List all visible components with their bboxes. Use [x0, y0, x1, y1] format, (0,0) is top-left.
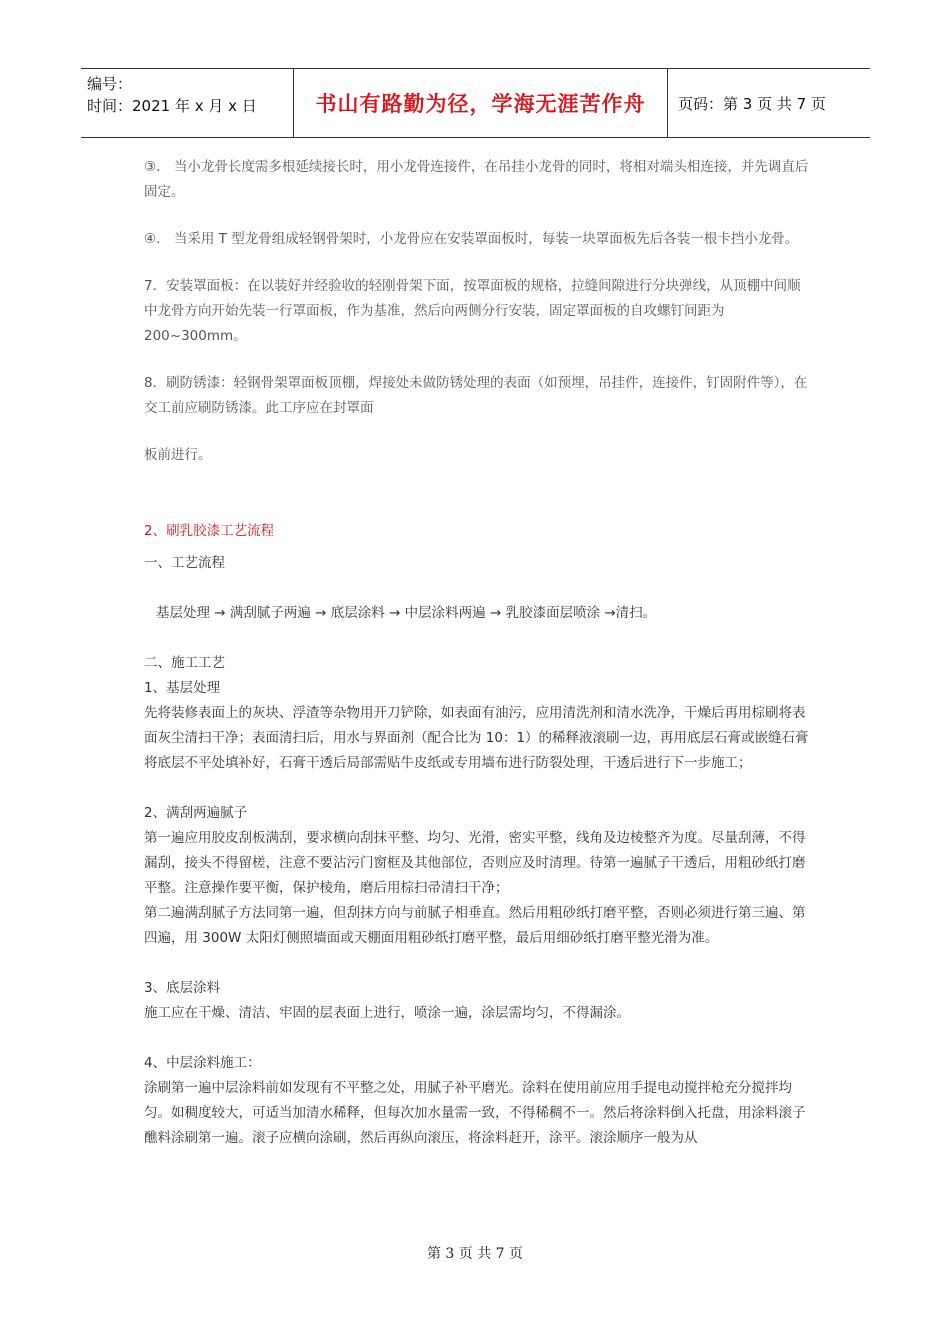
paragraph-3: ③. 当小龙骨长度需多根延续接长时，用小龙骨连接件，在吊挂小龙骨的同时，将相对端头相连接，并先调直后固定。 — [144, 159, 809, 200]
paragraph-7: 7．安装罩面板：在以装好并经验收的轻刚骨架下面，按罩面板的规格，拉缝间隙进行分块弹线，从顶棚中间顺中龙骨方向开始先装一行罩面板，作为基准，然后向两侧分行安装，固定罩面板的自攻螺钉间距为200~300mm。 — [144, 278, 801, 344]
step-1-text: 先将装修表面上的灰块、浮渣等杂物用开刀铲除，如表面有油污，应用清洗剂和清水洗净，干燥后再用棕刷将表面灰尘清扫干净；表面清扫后，用水与界面剂（配合比为 10：1）的稀释液滚刷一边，再用底层石膏或嵌缝石膏将底层不平处填补好，石膏干透后局部需贴牛皮纸或专用墙布进行防裂处理，干透后进行下一步施工； — [144, 705, 809, 771]
paragraph-4: ④. 当采用 T 型龙骨组成轻钢骨架时，小龙骨应在安装罩面板时，每装一块罩面板先后各装一根卡挡小龙骨。 — [144, 231, 799, 247]
paragraph-8: 8．刷防锈漆：轻钢骨架罩面板顶棚，焊接处未做防锈处理的表面（如预埋，吊挂件，连接件，钉固附件等），在交工前应刷防锈漆。此工序应在封罩面 — [144, 375, 808, 416]
step-3-text: 施工应在干燥、清洁、牢固的层表面上进行，喷涂一遍，涂层需均匀，不得漏涂。 — [144, 1005, 630, 1021]
step-2-text-a: 第一遍应用胶皮刮板满刮，要求横向刮抹平整、均匀、光滑，密实平整，线角及边棱整齐为度。尽量刮薄，不得漏刮，接头不得留槎，注意不要沾污门窗框及其他部位，否则应及时清理。待第一遍腻子干透后，用粗砂纸打磨平整。注意操作要平衡，保护棱角，磨后用棕扫帚清扫干净； — [144, 830, 806, 896]
time-label: 时间：2021 年 x 月 x 日 — [87, 97, 257, 115]
page-header — [81, 68, 870, 138]
step-1-heading: 1、基层处理 — [144, 680, 221, 696]
header-motto: 书山有路勤为径，学海无涯苦作舟 — [293, 69, 668, 137]
step-4-text: 涂刷第一遍中层涂料前如发现有不平整之处，用腻子补平磨光。涂料在使用前应用手提电动搅拌枪充分搅拌均匀。如稠度较大，可适当加清水稀释，但每次加水量需一致，不得稀稠不一。然后将涂料倒入托盘，用涂料滚子醮料涂刷第一遍。滚子应横向涂刷，然后再纵向滚压，将涂料赶开，涂平。滚涂顺序一般为从 — [144, 1080, 806, 1146]
step-2-text-b: 第二遍满刮腻子方法同第一遍，但刮抹方向与前腻子相垂直。然后用粗砂纸打磨平整，否则必须进行第三遍、第四遍，用 300W 太阳灯侧照墙面或天棚面用粗砂纸打磨平整，最后用细砂纸打磨平整光滑为准。 — [144, 905, 806, 946]
header-page-code: 页码：第 3 页 共 7 页 — [678, 94, 826, 113]
document-body — [144, 155, 809, 1151]
step-4-heading: 4、中层涂料施工： — [144, 1055, 261, 1071]
process-heading: 一、工艺流程 — [144, 555, 225, 571]
step-2-heading: 2、满刮两遍腻子 — [144, 805, 248, 821]
paragraph-8-cont: 板前进行。 — [144, 447, 212, 463]
step-3-heading: 3、底层涂料 — [144, 980, 221, 996]
page-footer: 第 3 页 共 7 页 — [426, 1246, 524, 1262]
header-meta — [81, 69, 293, 137]
number-label: 编号： — [87, 75, 133, 93]
section-2-title: 2、刷乳胶漆工艺流程 — [144, 523, 275, 539]
construction-heading: 二、施工工艺 — [144, 655, 225, 671]
process-flow: 基层处理 → 满刮腻子两遍 → 底层涂料 → 中层涂料两遍 → 乳胶漆面层喷涂 →清扫。 — [156, 605, 657, 621]
